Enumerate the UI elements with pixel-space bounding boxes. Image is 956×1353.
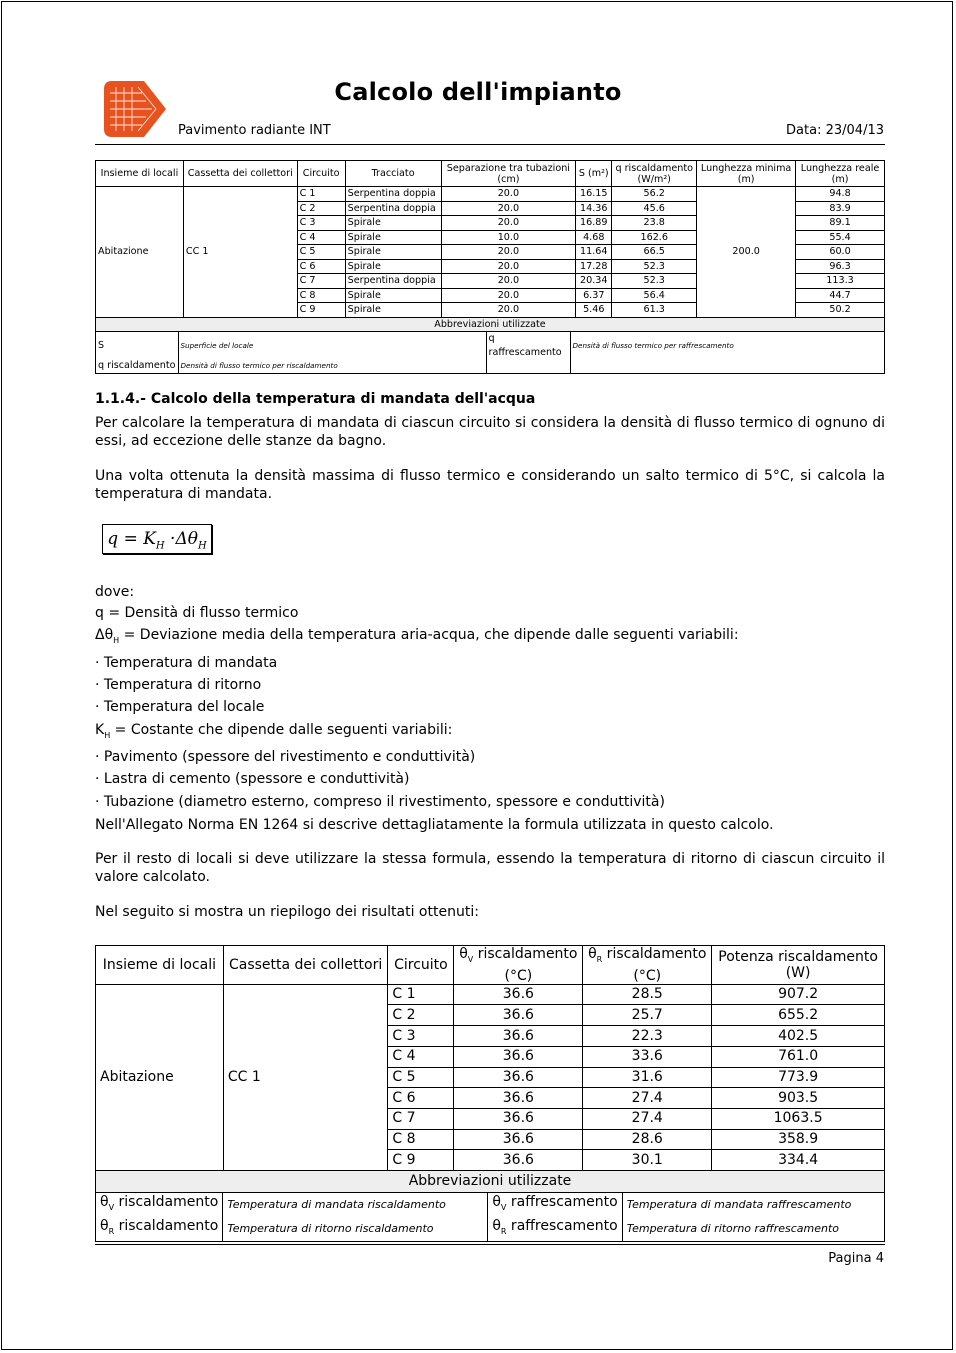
circuit-cell: C 5 xyxy=(297,245,345,260)
real-length-cell: 55.4 xyxy=(796,230,885,245)
circuit-cell: C 9 xyxy=(388,1150,454,1171)
column-header: Potenza riscaldamento (W) xyxy=(712,946,885,985)
list-item-text: Lastra di cemento (spessore e conduttività) xyxy=(103,771,410,787)
circuit-cell: C 3 xyxy=(297,216,345,231)
supply-temp-cell: 36.6 xyxy=(454,984,583,1005)
power-cell: 334.4 xyxy=(712,1150,885,1171)
pattern-cell: Spirale xyxy=(345,230,441,245)
abbreviation-key: q raffrescamento xyxy=(486,332,570,359)
surface-cell: 14.36 xyxy=(576,201,612,216)
list-item: · Lastra di cemento (spessore e conduttività) xyxy=(95,771,410,787)
real-length-cell: 83.9 xyxy=(796,201,885,216)
results-table xyxy=(95,945,885,1242)
formula-box: $q = K_H \cdot\Delta\theta_H$ xyxy=(102,524,212,554)
circuit-cell: C 4 xyxy=(297,230,345,245)
paragraph: Nel seguito si mostra un riepilogo dei risultati ottenuti: xyxy=(95,904,479,920)
table-row xyxy=(96,187,885,202)
list-item: · Temperatura di ritorno xyxy=(95,677,262,693)
pattern-cell: Spirale xyxy=(345,245,441,260)
column-header-text: riscaldamento (°C) xyxy=(473,946,578,984)
dtheta-definition: $\Delta\theta_H$ = Deviazione media della temperatura aria-acqua, che dipende dalle seguenti variabili: xyxy=(95,627,739,645)
list-item: · Pavimento (spessore del rivestimento e conduttività) xyxy=(95,749,476,765)
group-cell: Abitazione xyxy=(96,984,224,1170)
abbreviation-key xyxy=(486,359,570,373)
collector-box-cell: CC 1 xyxy=(223,984,388,1170)
abbreviation-key: q riscaldamento xyxy=(96,359,178,373)
supply-temp-cell: 36.6 xyxy=(454,1129,583,1150)
surface-cell: 4.68 xyxy=(576,230,612,245)
supply-temp-cell: 36.6 xyxy=(454,1026,583,1047)
abbreviation-key-text: raffrescamento xyxy=(506,1217,618,1234)
power-cell: 761.0 xyxy=(712,1046,885,1067)
abbreviation-key: S xyxy=(96,332,178,359)
circuit-cell: C 4 xyxy=(388,1046,454,1067)
surface-cell: 20.34 xyxy=(576,274,612,289)
real-length-cell: 44.7 xyxy=(796,288,885,303)
pattern-cell: Serpentina doppia xyxy=(345,201,441,216)
pattern-cell: Spirale xyxy=(345,288,441,303)
abbreviations-title: Abbreviazioni utilizzate xyxy=(96,1170,885,1192)
separation-cell: 10.0 xyxy=(441,230,576,245)
abbreviation-desc: Densità di flusso termico per riscaldamento xyxy=(178,359,486,373)
circuit-cell: C 8 xyxy=(388,1129,454,1150)
paragraph: Per calcolare la temperatura di mandata di ciascun circuito si considera la densità di flusso termico di ognuno di essi, ad eccezione delle stanze da bagno. xyxy=(95,415,885,449)
heat-flux-cell: 45.6 xyxy=(612,201,697,216)
list-item: · Tubazione (diametro esterno, compreso il rivestimento, spessore e conduttività) xyxy=(95,794,665,810)
header-divider xyxy=(95,144,885,145)
dove-label: dove: xyxy=(95,584,135,600)
heat-flux-cell: 23.8 xyxy=(612,216,697,231)
abbreviation-key: $\theta_R$ raffrescamento xyxy=(488,1217,622,1241)
abbreviation-desc: Densità di flusso termico per raffrescamento xyxy=(572,340,734,350)
separation-cell: 20.0 xyxy=(441,303,576,318)
circuit-cell: C 1 xyxy=(297,187,345,202)
separation-cell: 20.0 xyxy=(441,288,576,303)
real-length-cell: 50.2 xyxy=(796,303,885,318)
return-temp-cell: 28.5 xyxy=(583,984,712,1005)
heat-flux-cell: 56.4 xyxy=(612,288,697,303)
column-header: Tracciato xyxy=(345,161,441,187)
surface-cell: 17.28 xyxy=(576,259,612,274)
supply-temp-cell: 36.6 xyxy=(454,1005,583,1026)
abbreviation-desc: Temperatura di mandata riscaldamento xyxy=(223,1193,488,1217)
circuit-cell: C 2 xyxy=(297,201,345,216)
abbreviation-desc: Temperatura di ritorno raffrescamento xyxy=(626,1222,840,1236)
circuit-cell: C 9 xyxy=(297,303,345,318)
circuit-cell: C 7 xyxy=(297,274,345,289)
power-cell: 773.9 xyxy=(712,1067,885,1088)
supply-temp-cell: 36.6 xyxy=(454,1067,583,1088)
column-header: Separazione tra tubazioni (cm) xyxy=(441,161,576,187)
power-cell: 1063.5 xyxy=(712,1108,885,1129)
abbreviations-title: Abbreviazioni utilizzate xyxy=(96,317,885,332)
separation-cell: 20.0 xyxy=(441,201,576,216)
power-cell: 903.5 xyxy=(712,1088,885,1109)
separation-cell: 20.0 xyxy=(441,245,576,260)
column-header: Lunghezza minima (m) xyxy=(697,161,796,187)
return-temp-cell: 27.4 xyxy=(583,1088,712,1109)
section-title: 1.1.4.- Calcolo della temperatura di mandata dell'acqua xyxy=(95,391,536,407)
abbreviation-key: $\theta_R$ riscaldamento xyxy=(96,1217,223,1241)
abbreviation-desc: Temperatura di mandata raffrescamento xyxy=(626,1198,852,1212)
circuit-cell: C 8 xyxy=(297,288,345,303)
list-item-text: Pavimento (spessore del rivestimento e conduttività) xyxy=(103,749,476,765)
circuit-cell: C 6 xyxy=(297,259,345,274)
list-item-text: Temperatura del locale xyxy=(103,699,265,715)
separation-cell: 20.0 xyxy=(441,216,576,231)
abbreviation-key: $\theta_V$ riscaldamento xyxy=(96,1193,223,1217)
return-temp-cell: 33.6 xyxy=(583,1046,712,1067)
document-date: Data: 23/04/13 xyxy=(786,123,884,138)
kh-definition: $K_H$ = Costante che dipende dalle seguenti variabili: xyxy=(95,722,453,740)
heat-flux-cell: 61.3 xyxy=(612,303,697,318)
heat-flux-cell: 52.3 xyxy=(612,274,697,289)
column-header: Lunghezza reale (m) xyxy=(796,161,885,187)
return-temp-cell: 30.1 xyxy=(583,1150,712,1171)
table-row xyxy=(96,984,885,1005)
abbreviation-desc xyxy=(570,359,884,373)
return-temp-cell: 27.4 xyxy=(583,1108,712,1129)
heat-flux-cell: 56.2 xyxy=(612,187,697,202)
min-length-cell: 200.0 xyxy=(697,187,796,318)
document-subtitle: Pavimento radiante INT xyxy=(178,123,331,138)
page-title: Calcolo dell'impianto xyxy=(334,78,622,106)
heat-flux-cell: 162.6 xyxy=(612,230,697,245)
circuit-cell: C 3 xyxy=(388,1026,454,1047)
column-header: Cassetta dei collettori xyxy=(183,161,297,187)
supply-temp-cell: 36.6 xyxy=(454,1108,583,1129)
surface-cell: 16.89 xyxy=(576,216,612,231)
column-header: Cassetta dei collettori xyxy=(223,946,388,985)
circuit-cell: C 7 xyxy=(388,1108,454,1129)
abbreviation-key-text: riscaldamento xyxy=(114,1193,219,1210)
q-definition: q = Densità di flusso termico xyxy=(95,605,299,621)
footer-divider xyxy=(95,1244,885,1245)
abbreviation-desc: Superficie del locale xyxy=(178,332,486,359)
pattern-cell: Serpentina doppia xyxy=(345,274,441,289)
column-header: $\theta_R$ riscaldamento (°C) xyxy=(583,946,712,985)
separation-cell: 20.0 xyxy=(441,274,576,289)
separation-cell: 20.0 xyxy=(441,187,576,202)
circuit-cell: C 2 xyxy=(388,1005,454,1026)
real-length-cell: 96.3 xyxy=(796,259,885,274)
circuit-cell: C 1 xyxy=(388,984,454,1005)
column-header: Insieme di locali xyxy=(96,161,184,187)
heat-flux-cell: 66.5 xyxy=(612,245,697,260)
column-header: Insieme di locali xyxy=(96,946,224,985)
abbreviation-desc: Temperatura di ritorno riscaldamento xyxy=(223,1217,488,1241)
real-length-cell: 113.3 xyxy=(796,274,885,289)
surface-cell: 11.64 xyxy=(576,245,612,260)
list-item-text: Temperatura di mandata xyxy=(103,655,278,671)
abbreviation-key: $\theta_V$ raffrescamento xyxy=(488,1193,622,1217)
list-item-text: Temperatura di ritorno xyxy=(103,677,262,693)
return-temp-cell: 31.6 xyxy=(583,1067,712,1088)
abbreviation-key-text: raffrescamento xyxy=(506,1193,618,1210)
real-length-cell: 94.8 xyxy=(796,187,885,202)
surface-cell: 6.37 xyxy=(576,288,612,303)
heat-flux-cell: 52.3 xyxy=(612,259,697,274)
list-item: · Temperatura di mandata xyxy=(95,655,278,671)
pattern-cell: Serpentina doppia xyxy=(345,187,441,202)
column-header: q riscaldamento (W/m²) xyxy=(612,161,697,187)
power-cell: 907.2 xyxy=(712,984,885,1005)
norm-reference: Nell'Allegato Norma EN 1264 si descrive dettagliatamente la formula utilizzata in questo calcolo. xyxy=(95,817,774,833)
separation-cell: 20.0 xyxy=(441,259,576,274)
page-number: Pagina 4 xyxy=(828,1251,884,1266)
return-temp-cell: 25.7 xyxy=(583,1005,712,1026)
column-header: Circuito xyxy=(297,161,345,187)
real-length-cell: 89.1 xyxy=(796,216,885,231)
collector-box-cell: CC 1 xyxy=(183,187,297,318)
table-header-row xyxy=(96,946,885,985)
return-temp-cell: 22.3 xyxy=(583,1026,712,1047)
abbreviation-row xyxy=(96,1193,884,1217)
supply-temp-cell: 36.6 xyxy=(454,1150,583,1171)
return-temp-cell: 28.6 xyxy=(583,1129,712,1150)
column-header-text: riscaldamento (°C) xyxy=(602,946,707,984)
power-cell: 402.5 xyxy=(712,1026,885,1047)
abbreviation-row xyxy=(96,1217,884,1241)
surface-cell: 16.15 xyxy=(576,187,612,202)
pattern-cell: Spirale xyxy=(345,259,441,274)
power-cell: 655.2 xyxy=(712,1005,885,1026)
supply-temp-cell: 36.6 xyxy=(454,1046,583,1067)
group-cell: Abitazione xyxy=(96,187,184,318)
pattern-cell: Spirale xyxy=(345,303,441,318)
column-header: Circuito xyxy=(388,946,454,985)
column-header: S (m²) xyxy=(576,161,612,187)
surface-cell: 5.46 xyxy=(576,303,612,318)
supply-temp-cell: 36.6 xyxy=(454,1088,583,1109)
dtheta-definition-text: = Deviazione media della temperatura aria-acqua, che dipende dalle seguenti variabili: xyxy=(119,627,739,643)
list-item-text: Tubazione (diametro esterno, compreso il rivestimento, spessore e conduttività) xyxy=(103,794,665,810)
table-header-row xyxy=(96,161,885,187)
kh-definition-text: = Costante che dipende dalle seguenti variabili: xyxy=(110,722,453,738)
paragraph: Una volta ottenuta la densità massima di flusso termico e considerando un salto termico di 5°C, si calcola la temperatura di mandata. xyxy=(95,468,885,502)
column-header: $\theta_V$ riscaldamento (°C) xyxy=(454,946,583,985)
circuit-cell: C 5 xyxy=(388,1067,454,1088)
abbreviation-key-text: riscaldamento xyxy=(114,1217,219,1234)
abbreviation-row xyxy=(96,359,884,373)
real-length-cell: 60.0 xyxy=(796,245,885,260)
pattern-cell: Spirale xyxy=(345,216,441,231)
list-item: · Temperatura del locale xyxy=(95,699,265,715)
circuit-cell: C 6 xyxy=(388,1088,454,1109)
circuits-table xyxy=(95,160,885,374)
abbreviation-row xyxy=(96,332,884,359)
paragraph: Per il resto di locali si deve utilizzare la stessa formula, essendo la temperatura di ritorno di ciascun circuito il valore calcolato. xyxy=(95,851,885,885)
power-cell: 358.9 xyxy=(712,1129,885,1150)
